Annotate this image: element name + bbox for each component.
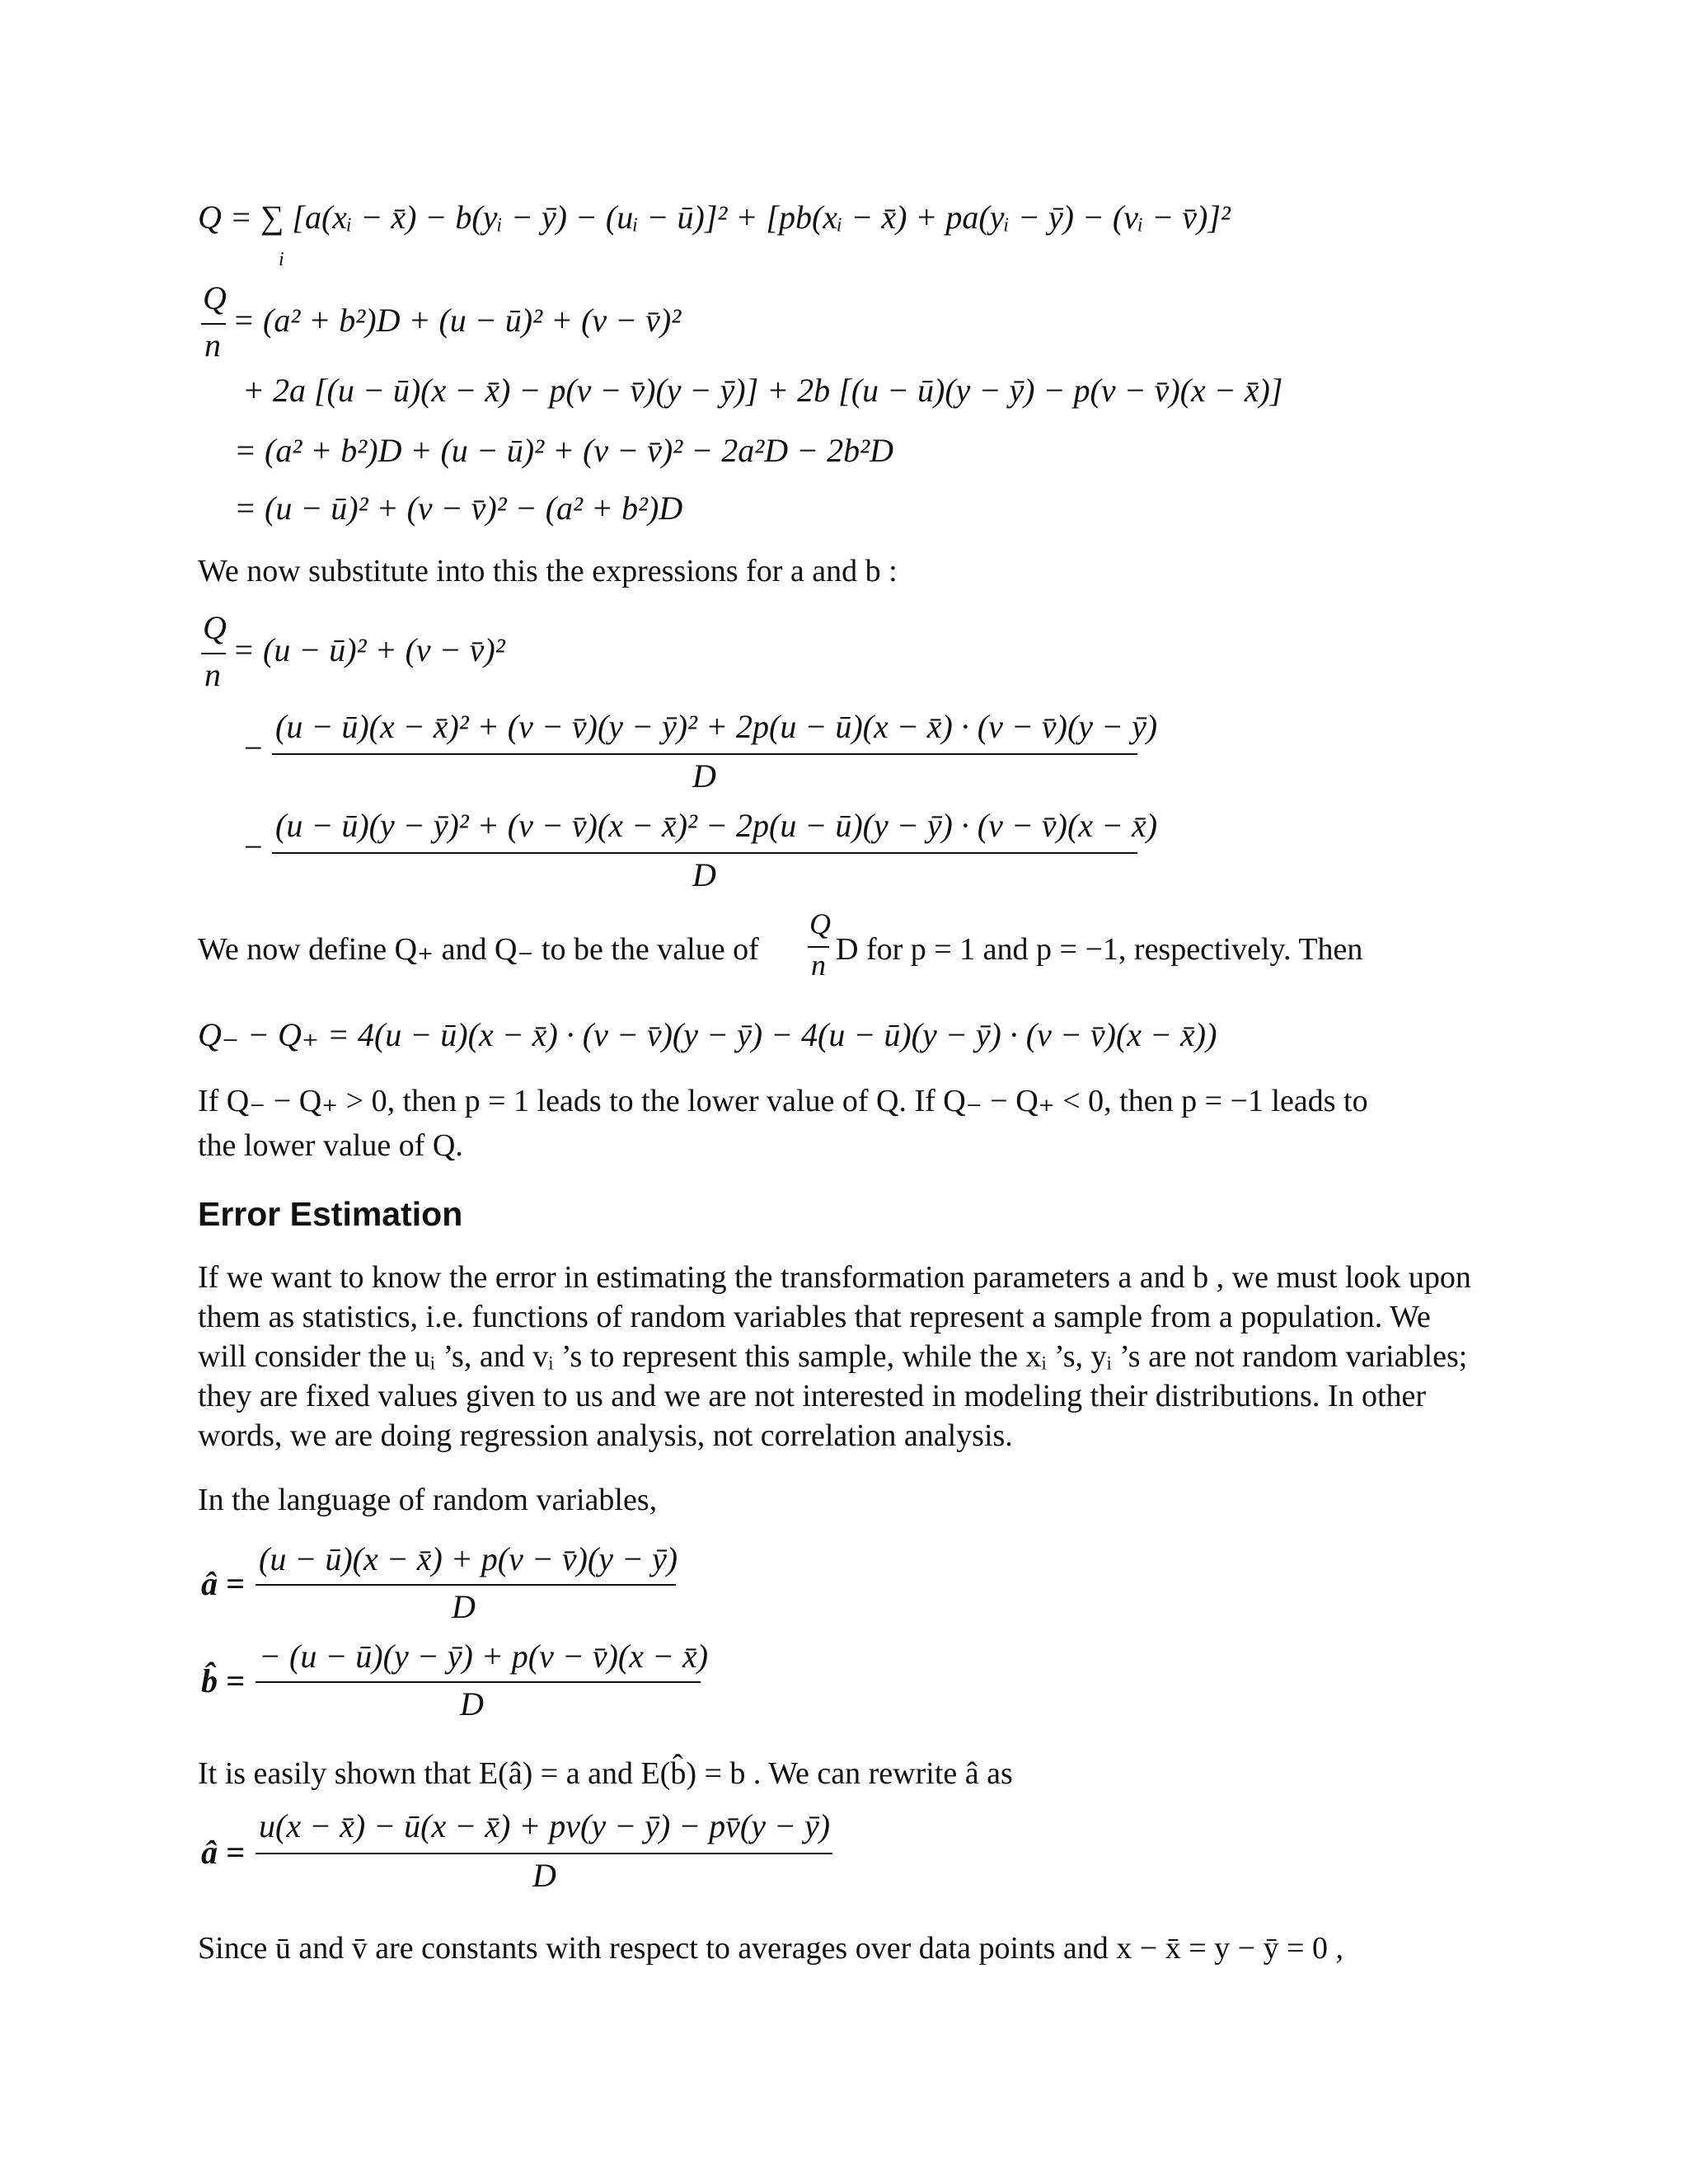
if-line-2: the lower value of Q. <box>198 1128 463 1163</box>
qn2-frac2-denominator: D <box>692 856 716 893</box>
q-difference-equation: Q₋ − Q₊ = 4(u − ū)(x − x̄) · (v − v̄)(y − ȳ) − 4(u − ū)(y − ȳ) · (v − v̄)(x − x̄)) <box>198 1016 1217 1053</box>
minus-sign-2: − <box>244 828 263 865</box>
bhat-lhs: b̂ = <box>201 1662 245 1699</box>
qn2-frac2-numerator: (u − ū)(y − ȳ)² + (v − v̄)(x − x̄)² − 2p(u − ū)(y − ȳ) · (v − v̄)(x − x̄) <box>275 807 1158 844</box>
bhat-numerator: − (u − ū)(y − ȳ) + p(v − v̄)(x − x̄) <box>259 1638 709 1675</box>
qn2-frac1-bar <box>272 753 1137 755</box>
qn2-frac1-numerator: (u − ū)(x − x̄)² + (v − v̄)(y − ȳ)² + 2p(u − ū)(x − x̄) · (v − v̄)(y − ȳ) <box>275 708 1158 745</box>
ahat2-lhs: â = <box>201 1834 245 1871</box>
substitute-sentence: We now substitute into this the expressions for a and b : <box>198 554 898 588</box>
ahat-lhs: â = <box>201 1565 245 1602</box>
qn1-denominator: n <box>204 326 221 363</box>
qn1-numerator: Q <box>203 279 227 316</box>
define-fraction-numerator: Q <box>809 907 831 940</box>
random-variables-sentence: In the language of random variables, <box>198 1483 658 1517</box>
bhat-fraction-bar <box>256 1681 701 1683</box>
if-line-1: If Q₋ − Q₊ > 0, then p = 1 leads to the lower value of Q. If Q₋ − Q₊ < 0, then p = −1 leads to <box>198 1084 1368 1118</box>
ahat-fraction-bar <box>256 1584 676 1586</box>
qn1-line4: = (u − ū)² + (v − v̄)² − (a² + b²)D <box>234 490 683 527</box>
bhat-denominator: D <box>460 1685 484 1722</box>
qn2-denominator: n <box>204 656 221 693</box>
qn2-fraction-bar <box>201 653 226 654</box>
qn2-rhs: = (u − ū)² + (v − v̄)² <box>232 631 505 668</box>
q-sum-index: i <box>279 249 284 270</box>
define-sentence-pre: We now define Q₊ and Q₋ to be the value of <box>198 932 759 967</box>
since-sentence: Since ū and v̄ are constants with respect to averages over data points and x − x̄ = y − ȳ = 0 , <box>198 1931 1344 1966</box>
qn2-frac1-denominator: D <box>692 757 716 794</box>
ahat2-numerator: u(x − x̄) − ū(x − x̄) + pv(y − ȳ) − pv̄(y − ȳ) <box>259 1807 831 1844</box>
ahat-numerator: (u − ū)(x − x̄) + p(v − v̄)(y − ȳ) <box>259 1540 678 1577</box>
section-heading-error-estimation: Error Estimation <box>198 1195 463 1233</box>
ahat2-denominator: D <box>532 1857 556 1894</box>
define-sentence-post: D for p = 1 and p = −1, respectively. Then <box>836 932 1363 967</box>
qn1-rhs: = (a² + b²)D + (u − ū)² + (v − v̄)² <box>232 302 682 339</box>
qn1-line3: = (a² + b²)D + (u − ū)² + (v − v̄)² − 2a²D − 2b²D <box>234 432 893 469</box>
ahat-denominator: D <box>452 1588 476 1625</box>
qn1-fraction-bar <box>201 323 226 325</box>
qn2-frac2-bar <box>272 852 1137 854</box>
error-paragraph: If we want to know the error in estimating the transformation parameters a and b , we must look upon them as statistics, i.e. functions of random variables that represent a sample from a population. We will consider the uᵢ ’s, and vᵢ ’s to represent this sample, while the xᵢ ’s, yᵢ ’s are not random variables; they are fixed values given to us and we are not interested in modeling their distributions. In other words, we are doing regression analysis, not correlation analysis. <box>198 1260 1471 1453</box>
qn2-numerator: Q <box>203 609 227 646</box>
ahat2-fraction-bar <box>256 1853 832 1854</box>
minus-sign-1: − <box>244 729 263 766</box>
q-sum-equation: Q = ∑ [a(xᵢ − x̄) − b(yᵢ − ȳ) − (uᵢ − ū)]² + [pb(xᵢ − x̄) + pa(yᵢ − ȳ) − (vᵢ − v̄)]² <box>198 199 1231 236</box>
easily-shown-sentence: It is easily shown that E(â) = a and E(b̂) = b . We can rewrite â as <box>198 1756 1013 1791</box>
qn1-line2: + 2a [(u − ū)(x − x̄) − p(v − v̄)(y − ȳ)] + 2b [(u − ū)(y − ȳ) − p(v − v̄)(x − x̄)] <box>242 372 1283 409</box>
define-fraction-denominator: n <box>811 949 826 982</box>
